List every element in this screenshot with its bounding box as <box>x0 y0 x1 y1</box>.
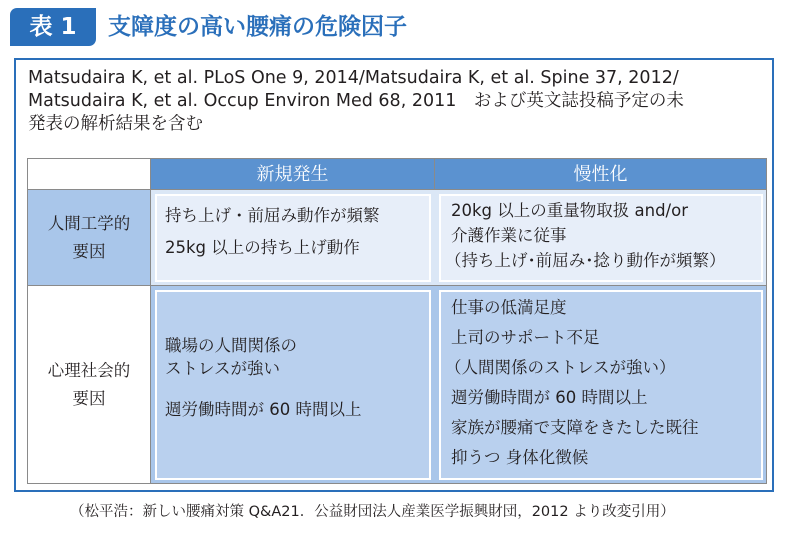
cell-line: 職場の人間関係の <box>165 336 297 355</box>
row-header-line: 要因 <box>72 388 106 408</box>
cell-line: 家族が腰痛で支障をきたした既往 <box>451 418 699 437</box>
cell-line: 20kg 以上の重量物取扱 and/or <box>451 201 688 220</box>
risk-factor-table <box>27 158 767 484</box>
cell-psychosocial-chronic <box>439 290 763 480</box>
cell-line: 介護作業に従事 <box>451 226 567 245</box>
footnote-citation: （松平浩：新しい腰痛対策 Q&A21．公益財団法人産業医学振興財団，2012 より改変引用） <box>70 504 675 520</box>
column-header-chronic: 慢性化 <box>435 158 767 190</box>
cell-line <box>165 380 429 398</box>
table-frame <box>14 58 774 492</box>
row-header-line: 要因 <box>72 241 106 261</box>
cell-line: 抑うつ 身体化徴候 <box>451 448 589 467</box>
source-line-3: 発表の解析結果を含む <box>28 114 203 134</box>
cell-line: 持ち上げ・前屈み動作が頻繁 <box>165 206 380 225</box>
cell-line: （人間関係のストレスが強い） <box>445 358 676 377</box>
row-header-line: 人間工学的 <box>47 213 131 233</box>
table-number-badge: 表 1 <box>10 8 96 46</box>
cell-line: 上司のサポート不足 <box>451 328 600 347</box>
cell-ergonomic-new-onset <box>155 194 431 282</box>
source-citation <box>28 67 768 136</box>
cell-psychosocial-new-onset <box>155 290 431 480</box>
table-title: 支障度の高い腰痛の危険因子 <box>108 14 407 40</box>
source-line-1: Matsudaira K, et al. PLoS One 9, 2014/Matsudaira K, et al. Spine 37, 2012/ <box>28 68 679 88</box>
source-line-2: Matsudaira K, et al. Occup Environ Med 68, 2011 および英文誌投稿予定の未 <box>28 91 684 111</box>
column-header-new-onset: 新規発生 <box>151 158 435 190</box>
row-header-psychosocial <box>27 286 151 484</box>
cell-line: 仕事の低満足度 <box>451 298 567 317</box>
table-heading <box>10 8 790 48</box>
row-header-line: 心理社会的 <box>47 360 131 380</box>
cell-line: 週労働時間が 60 時間以上 <box>451 388 648 407</box>
cell-line: ストレスが強い <box>165 359 281 378</box>
row-header-ergonomic <box>27 190 151 286</box>
cell-ergonomic-chronic <box>439 194 763 282</box>
cell-line: 週労働時間が 60 時間以上 <box>165 400 362 419</box>
table-corner-cell <box>27 158 151 190</box>
cell-line: 25kg 以上の持ち上げ動作 <box>165 238 360 257</box>
cell-line: （持ち上げ･前屈み･捻り動作が頻繁） <box>445 251 726 270</box>
